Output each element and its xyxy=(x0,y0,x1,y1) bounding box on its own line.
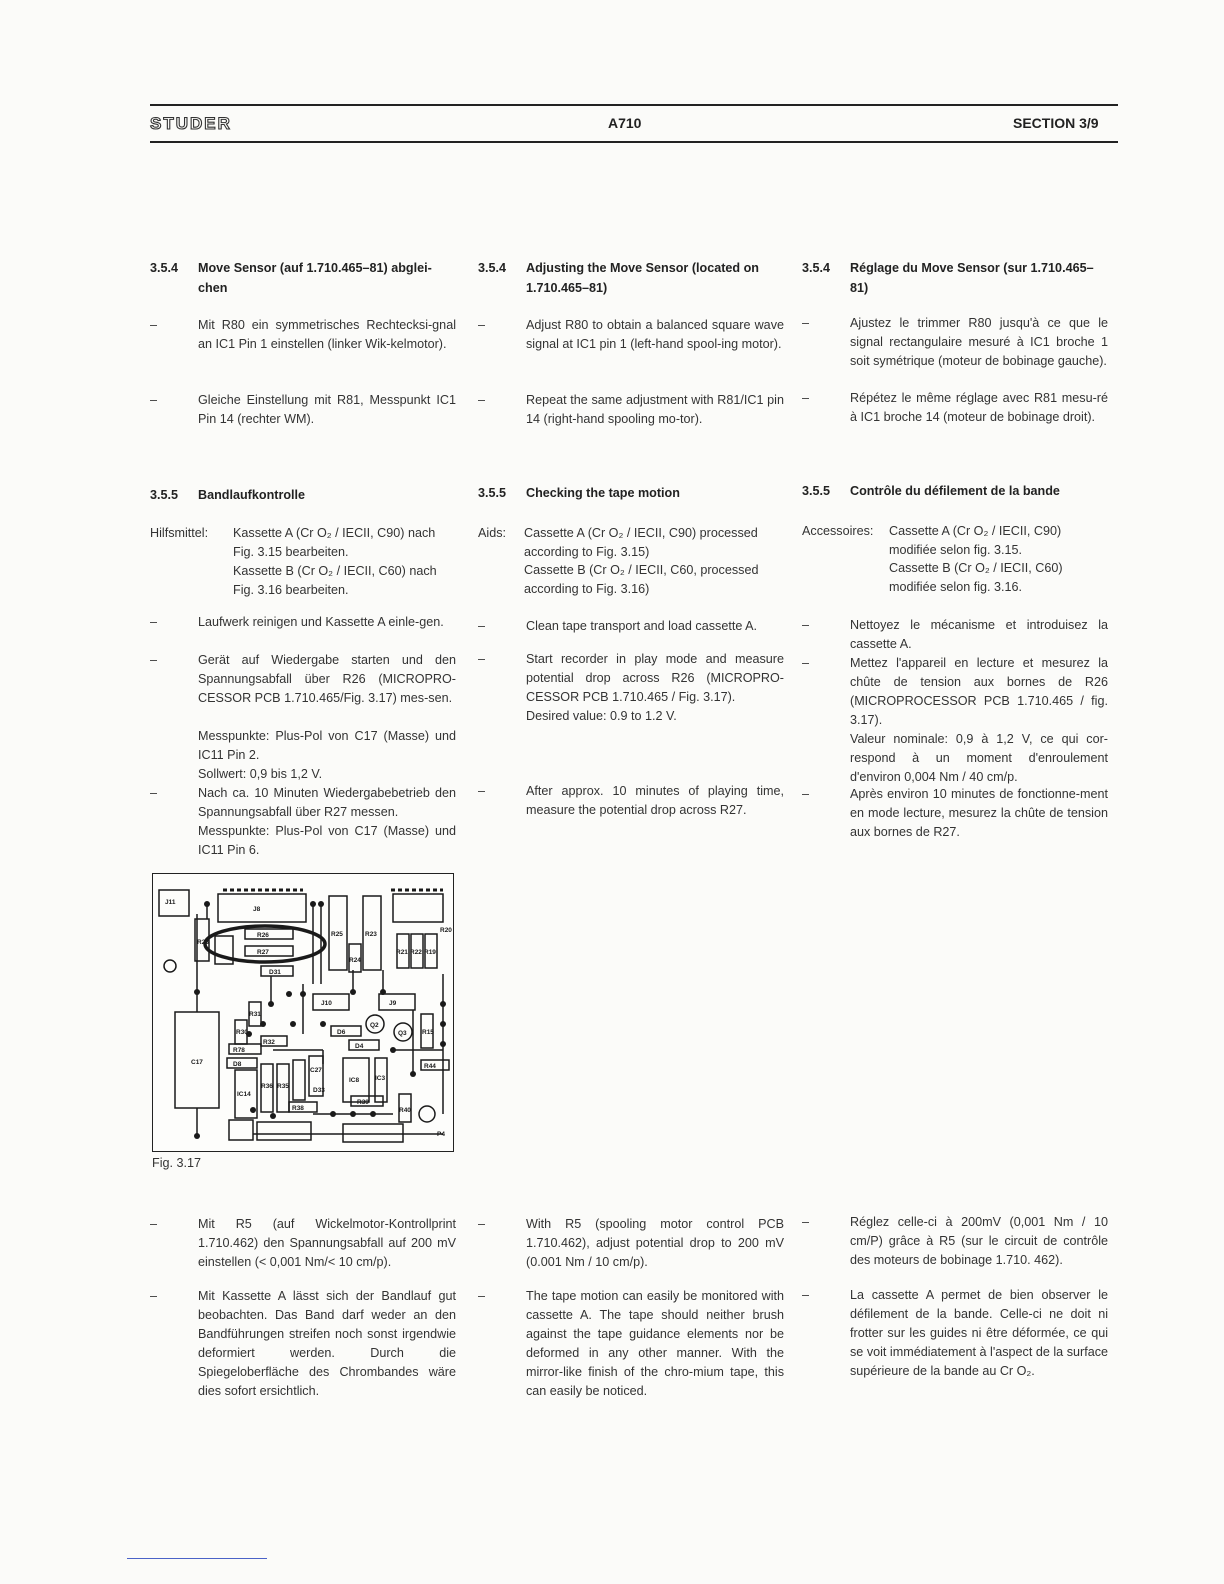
aids-line: modifiée selon fig. 3.15. xyxy=(889,543,1023,557)
list-item-text: Répétez le même réglage avec R81 mesu-ré à IC1 broche 14 (moteur de bobinage droit). xyxy=(850,391,1108,424)
list-item-text: After approx. 10 minutes of playing time, measure the potential drop across R27. xyxy=(526,784,784,817)
pcb-layout-figure xyxy=(152,873,454,1152)
list-item-text: Mit R80 ein symmetrisches Rechtecksi-gnal an IC1 Pin 1 einstellen (linker Wik-kelmotor). xyxy=(198,318,456,351)
aids-line: Fig. 3.16 bearbeiten. xyxy=(233,583,349,597)
section-number: 3.5.5 xyxy=(150,488,179,502)
list-dash: – xyxy=(478,784,486,798)
list-item-text: Ajustez le trimmer R80 jusqu'à ce que le signal rectangulaire mesuré à IC1 broche 1 soit symétrique (moteur de bobinage gauche). xyxy=(850,316,1108,368)
label-r24: R24 xyxy=(349,957,361,964)
aids-line: according to Fig. 3.16) xyxy=(524,582,650,596)
label-r30: R30 xyxy=(236,1029,248,1036)
connector-right xyxy=(393,894,443,922)
section-number: 3.5.5 xyxy=(478,486,507,500)
label-r44: R44 xyxy=(424,1063,436,1070)
aids-label: Hilfsmittel: xyxy=(150,526,209,540)
list-dash: – xyxy=(802,1288,810,1302)
list-item-text: Repeat the same adjustment with R81/IC1 pin 14 (right-hand spooling mo-tor). xyxy=(526,393,784,426)
list-dash: – xyxy=(150,318,158,332)
connector-j8 xyxy=(218,894,306,922)
component-bottom-3 xyxy=(343,1124,403,1142)
list-dash: – xyxy=(478,619,486,633)
label-p4: P4 xyxy=(437,1131,445,1138)
label-q2: Q2 xyxy=(370,1022,379,1029)
section-label: SECTION 3/9 xyxy=(1013,115,1099,131)
resistor-r27 xyxy=(245,946,293,956)
aids-line: Cassette B (Cr O₂ / IECII, C60, processed xyxy=(524,563,759,577)
list-item-text: Après environ 10 minutes de fonctionne-ment en mode lecture, mesurez la chûte de tension aux bornes de R27. xyxy=(850,787,1108,839)
mounting-hole xyxy=(164,960,176,972)
model-label: A710 xyxy=(608,115,642,131)
list-item-text: The tape motion can easily be monitored with cassette A. The tape should neither brush against the tape guidance elements nor be deformed in any other manner. With the mirror-like finish of the chro-mium tape, this can easily be noticed. xyxy=(526,1289,784,1398)
studer-logo: STUDER xyxy=(150,114,232,133)
aids-line: according to Fig. 3.15) xyxy=(524,545,650,559)
list-dash: – xyxy=(478,318,486,332)
label-r23: R23 xyxy=(365,931,377,938)
list-item-text: Nach ca. 10 Minuten Wiedergabebetrieb den Spannungsabfall über R27 messen. xyxy=(198,786,456,819)
section-title: Adjusting the Move Sensor (located on 1.710.465–81) xyxy=(526,261,760,295)
list-dash: – xyxy=(150,786,158,800)
list-dash: – xyxy=(802,316,810,330)
list-item-text: Mettez l'appareil en lecture et mesurez la chûte de tension aux bornes de R26 (MICROPROCESSOR PCB 1.710.465 / fig. 3.17). xyxy=(850,656,1108,727)
list-item-text: Start recorder in play mode and measure potential drop across R26 (MICROPRO-CESSOR PCB 1.710.465 / Fig. 3.17). xyxy=(526,652,784,704)
label-j11: J11 xyxy=(165,899,176,906)
list-item-text: Sollwert: 0,9 bis 1,2 V. xyxy=(198,767,323,781)
diode-d8 xyxy=(227,1058,257,1068)
label-ic14: IC14 xyxy=(237,1091,251,1098)
list-dash: – xyxy=(478,1289,486,1303)
label-d6: D6 xyxy=(337,1029,346,1036)
component-bottom-2 xyxy=(257,1122,311,1140)
diode-d4 xyxy=(349,1040,379,1050)
component-bottom-1 xyxy=(229,1120,253,1140)
list-dash: – xyxy=(150,653,158,667)
label-r40: R40 xyxy=(399,1107,411,1114)
list-dash: – xyxy=(802,1215,810,1229)
list-item-text: Valeur nominale: 0,9 à 1,2 V, ce qui cor-respond à un moment d'enroulement d'environ 0,004 Nm / 40 cm/p. xyxy=(850,732,1108,784)
connector-j9 xyxy=(379,994,415,1010)
list-item-text: Mit R5 (auf Wickelmotor-Kontrollprint 1.710.462) den Spannungsabfall auf 200 mV einstellen (< 0,001 Nm/< 10 cm/p). xyxy=(198,1217,456,1269)
list-dash: – xyxy=(802,656,810,670)
label-r39: R39 xyxy=(357,1099,369,1106)
aids-line: Kassette B (Cr O₂ / IECII, C60) nach xyxy=(233,564,437,578)
label-r32: R32 xyxy=(263,1039,275,1046)
aids-line: Fig. 3.15 bearbeiten. xyxy=(233,545,349,559)
label-r28: R28 xyxy=(197,939,209,946)
label-r25: R25 xyxy=(331,931,343,938)
label-r20: R20 xyxy=(440,927,452,934)
label-ic3: IC3 xyxy=(375,1075,386,1082)
aids-line: Cassette A (Cr O₂ / IECII, C90) processed xyxy=(524,526,758,540)
list-dash: – xyxy=(478,393,486,407)
list-item-text: Messpunkte: Plus-Pol von C17 (Masse) und IC11 Pin 2. xyxy=(198,729,456,762)
list-dash: – xyxy=(802,391,810,405)
label-r36: R36 xyxy=(261,1083,273,1090)
aids-label: Aids: xyxy=(478,526,506,540)
list-dash: – xyxy=(802,618,810,632)
list-item-text: Messpunkte: Plus-Pol von C17 (Masse) und IC11 Pin 6. xyxy=(198,824,456,857)
label-c27: C27 xyxy=(310,1067,322,1074)
label-r15: R15 xyxy=(422,1029,434,1036)
label-d8: D8 xyxy=(233,1061,242,1068)
section-number: 3.5.4 xyxy=(150,261,179,275)
list-item-text: Gerät auf Wiedergabe starten und den Spannungsabfall über R26 (MICROPRO-CESSOR PCB 1.710.465/Fig. 3.17) mes-sen. xyxy=(198,653,456,705)
label-j8: J8 xyxy=(253,906,261,913)
list-item-text: Clean tape transport and load cassette A. xyxy=(526,619,758,633)
section-title: Réglage du Move Sensor (sur 1.710.465–81) xyxy=(850,261,1094,295)
section-title: Move Sensor (auf 1.710.465–81) abglei-chen xyxy=(198,261,432,295)
section-title: Contrôle du défilement de la bande xyxy=(850,484,1060,498)
aids-label: Accessoires: xyxy=(802,524,874,538)
label-d31: D31 xyxy=(269,969,281,976)
label-r35: R35 xyxy=(277,1083,289,1090)
list-item-text: Mit Kassette A lässt sich der Bandlauf gut beobachten. Das Band darf weder an den Bandführungen streifen noch sonst irgendwie deformiert werden. Durch die Spiegeloberfläche des Chrombandes wäre dies sofort ersichtlich. xyxy=(198,1289,456,1398)
list-item-text: Réglez celle-ci à 200mV (0,001 Nm / 10 cm/P) grâce à R5 (sur le circuit de contrôle des moteurs de bobinage 1.710. 462). xyxy=(850,1215,1108,1267)
header-top-rule xyxy=(150,104,1118,106)
label-r38: R38 xyxy=(292,1105,304,1112)
list-dash: – xyxy=(150,1289,158,1303)
list-dash: – xyxy=(150,615,158,629)
header-bottom-rule xyxy=(150,141,1118,143)
list-item-text: Adjust R80 to obtain a balanced square wave signal at IC1 pin 1 (left-hand spool-ing motor). xyxy=(526,318,784,351)
footnote-rule xyxy=(127,1558,267,1559)
aids-line: Kassette A (Cr O₂ / IECII, C90) nach xyxy=(233,526,436,540)
list-item-text: Desired value: 0.9 to 1.2 V. xyxy=(526,709,677,723)
trimmer-p4 xyxy=(419,1106,435,1122)
list-item-text: With R5 (spooling motor control PCB 1.710.462), adjust potential drop to 200 mV (0.001 Nm / 10 cm/p). xyxy=(526,1217,784,1269)
figure-caption: Fig. 3.17 xyxy=(152,1156,202,1170)
label-r27: R27 xyxy=(257,949,269,956)
list-dash: – xyxy=(150,393,158,407)
aids-line: Cassette A (Cr O₂ / IECII, C90) xyxy=(889,524,1062,538)
aids-line: modifiée selon fig. 3.16. xyxy=(889,580,1023,594)
list-item-text: Gleiche Einstellung mit R81, Messpunkt IC1 Pin 14 (rechter WM). xyxy=(198,393,456,426)
resistor-r26 xyxy=(245,929,293,939)
list-item-text: La cassette A permet de bien observer le défilement de la bande. Celle-ci ne doit ni frotter sur les guides ni être déformée, ce qui se voit immédiatement à l'aspect de la surface supérieure de la bande au Cr O₂. xyxy=(850,1288,1108,1378)
label-j9: J9 xyxy=(389,1000,397,1007)
label-d33: D33 xyxy=(313,1087,325,1094)
label-r19: R19 xyxy=(424,949,436,956)
label-r22: R22 xyxy=(410,949,422,956)
list-dash: – xyxy=(150,1217,158,1231)
section-number: 3.5.4 xyxy=(802,261,831,275)
label-d4: D4 xyxy=(355,1043,364,1050)
list-item-text: Nettoyez le mécanisme et introduisez la cassette A. xyxy=(850,618,1108,651)
label-r21: R21 xyxy=(396,949,408,956)
section-number: 3.5.5 xyxy=(802,484,831,498)
label-j10: J10 xyxy=(321,1000,332,1007)
list-item-text: Laufwerk reinigen und Kassette A einle-gen. xyxy=(198,615,444,629)
label-r26: R26 xyxy=(257,932,269,939)
pcb-drawing xyxy=(153,874,453,1151)
section-title: Bandlaufkontrolle xyxy=(198,488,306,502)
list-dash: – xyxy=(478,1217,486,1231)
section-number: 3.5.4 xyxy=(478,261,507,275)
diode-d6 xyxy=(331,1026,361,1036)
list-dash: – xyxy=(802,787,810,801)
label-c17: C17 xyxy=(191,1059,203,1066)
label-r78: R78 xyxy=(233,1047,245,1054)
list-dash: – xyxy=(478,652,486,666)
label-r31: R31 xyxy=(249,1011,261,1018)
section-title: Checking the tape motion xyxy=(526,486,680,500)
label-ic8: IC8 xyxy=(349,1077,360,1084)
resistor-r60 xyxy=(293,1060,305,1100)
label-q3: Q3 xyxy=(398,1030,407,1037)
aids-line: Cassette B (Cr O₂ / IECII, C60) xyxy=(889,561,1063,575)
